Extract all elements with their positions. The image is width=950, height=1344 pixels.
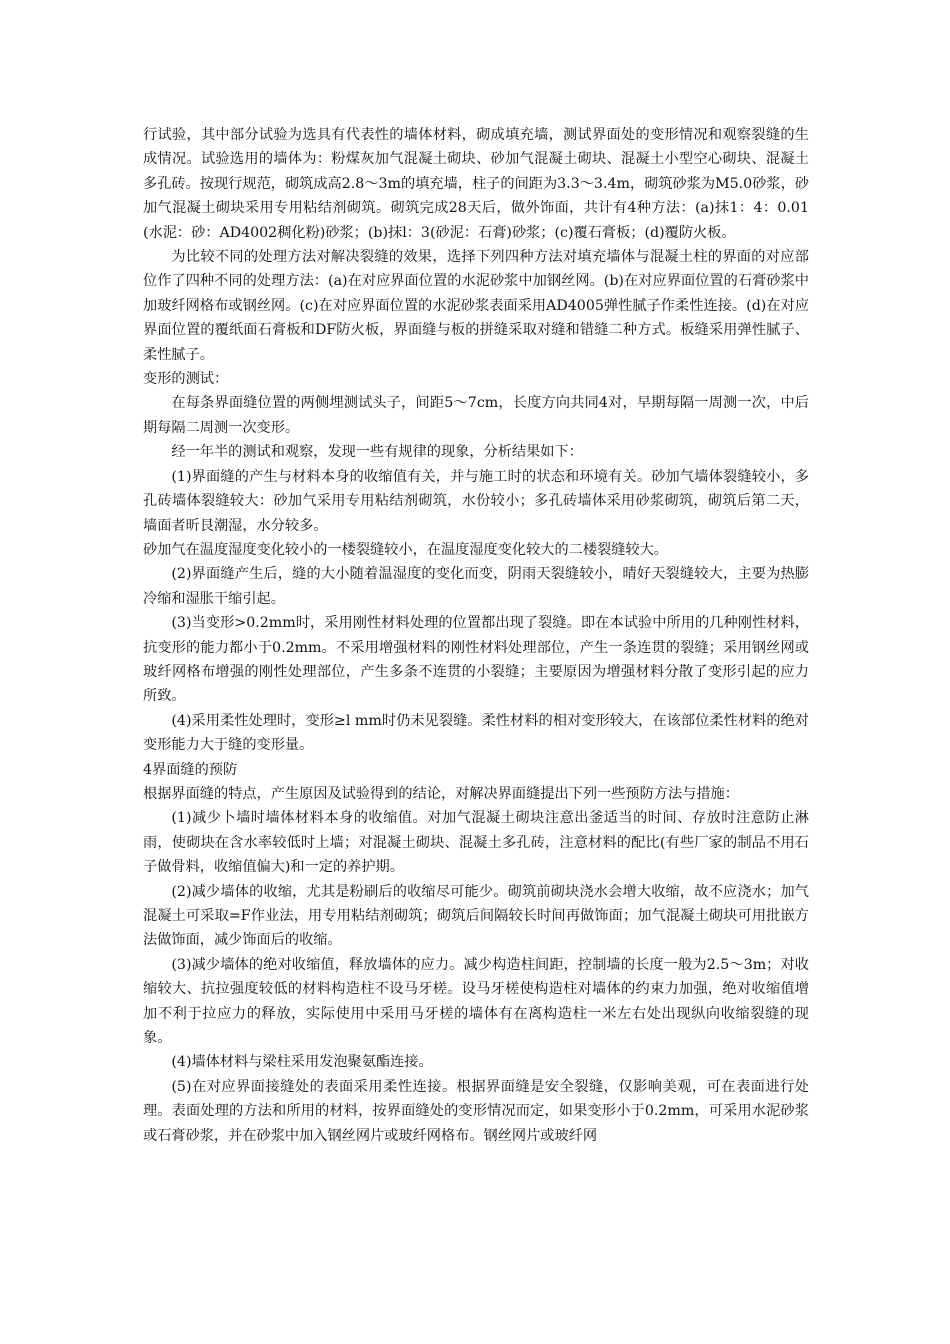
paragraph-result-3: (3)当变形>0.2mm时，采用刚性材料处理的位置都出现了裂缝。即在本试验中所用的几种刚性材料，抗变形的能力都小于0.2mm。不采用增强材料的刚性材料处理部位，产生一条连贯的裂缝；采用钢丝网或玻纤网格布增强的刚性处理部位，产生多条不连贯的小裂缝；主要原因为增强材料分散了变形引起的应力所致。 bbox=[143, 615, 809, 705]
paragraph-results-intro: 经一年半的测试和观察，发现一些有规律的现象，分析结果如下： bbox=[171, 444, 583, 461]
paragraph-result-2: (2)界面缝产生后，缝的大小随着温湿度的变化而变，阴雨天裂缝较小，晴好天裂缝较大，主要为热膨冷缩和湿胀干缩引起。 bbox=[143, 566, 809, 607]
paragraph-prevention-2: (2)减少墙体的收缩，尤其是粉刷后的收缩尽可能少。砌筑前砌块浇水会增大收缩，故不应浇水；加气混凝土可采取=F作业法，用专用粘结剂砌筑；砌筑后间隔较长时间再做饰面；加气混凝土砌块可用批嵌方法做饰面，减少饰面后的收缩。 bbox=[143, 883, 809, 949]
paragraph-prevention-5: (5)在对应界面接缝处的表面采用柔性连接。根据界面缝是安全裂缝，仅影响美观，可在表面进行处理。表面处理的方法和所用的材料，按界面缝处的变形情况而定，如果变形小于0.2mm，可采用水泥砂浆或石膏砂浆，并在砂浆中加入钢丝网片或玻纤网格布。钢丝网片或玻纤网 bbox=[143, 1078, 809, 1144]
paragraph-prevention-1: (1)减少卜墙时墙体材料本身的收缩值。对加气混凝土砌块注意出釜适当的时间、存放时注意防止淋雨，使砌块在含水率较低时上墙；对混凝土砌块、混凝土多孔砖，注意材料的配比(有些厂家的制品不用石子做骨料，收缩值偏大)和一定的养护期。 bbox=[143, 810, 809, 876]
document-body bbox=[143, 123, 809, 1148]
heading-deformation-test: 变形的测试： bbox=[143, 371, 229, 388]
paragraph-result-4: (4)采用柔性处理时，变形≥l mm时仍未见裂缝。柔性材料的相对变形较大，在该部位柔性材料的绝对变形能力大于缝的变形量。 bbox=[143, 712, 809, 754]
paragraph-prevention-intro: 根据界面缝的特点，产生原因及试验得到的结论，对解决界面缝提出下列一些预防方法与措施： bbox=[143, 785, 739, 802]
paragraph-measurement: 在每条界面缝位置的两侧埋测试头子，间距5～7cm，长度方向共同4对，早期每隔一周测一次，中后期每隔二周测一次变形。 bbox=[143, 395, 809, 436]
paragraph-result-1: (1)界面缝的产生与材料本身的收缩值有关，并与施工时的状态和环境有关。砂加气墙体裂缝较小，多孔砖墙体裂缝较大：砂加气采用专用粘结剂砌筑，水份较小；多孔砖墙体采用砂浆砌筑，砌筑后第二天，墙面者昕艮潮湿，水分较多。 bbox=[143, 468, 809, 534]
paragraph-test-intro: 行试验，其中部分试验为选具有代表性的墙体材料，砌成填充墙，测试界面处的变形情况和观察裂缝的生成情况。试验选用的墙体为：粉煤灰加气混凝土砌块、砂加气混凝土砌块、混凝土小型空心砌块、混凝土多孔砖。按现行规范，砌筑成高2.8～3m的填充墙，柱子的间距为3.3～3.4m，砌筑砂浆为M5.0砂浆，砂加气混凝土砌块采用专用粘结剂砌筑。砌筑完成28天后，做外饰面，共计有4种方法：(a)抹1：4：0.01(水泥：砂：AD4002稠化粉)砂浆；(b)抹l：3(砂泥：石膏)砂浆；(c)覆石膏板；(d)覆防火板。 bbox=[143, 127, 809, 241]
paragraph-treatment-methods: 为比较不同的处理方法对解决裂缝的效果，选择下列四种方法对填充墙体与混凝土柱的界面的对应部位作了四种不同的处理方法：(a)在对应界面位置的水泥砂浆中加钢丝网。(b)在对应界面位置的石膏砂浆中加玻纤网格布或钢丝网。(c)在对应界面位置的水泥砂浆表面采用AD4005弹性腻子作柔性连接。(d)在对应界面位置的覆纸面石膏板和DF防火板，界面缝与板的拼缝采取对缝和错缝二种方式。板缝采用弹性腻子、柔性腻子。 bbox=[143, 249, 809, 363]
heading-prevention: 4界面缝的预防 bbox=[143, 761, 238, 778]
paragraph-prevention-3: (3)减少墙体的绝对收缩值，释放墙体的应力。减少构造柱间距，控制墙的长度一般为2.5～3m；对收缩较大、抗拉强度较低的材料构造柱不设马牙槎。设马牙槎使构造柱对墙体的约束力加强，绝对收缩值增加不利于拉应力的释放，实际使用中采用马牙槎的墙体有在离构造柱一米左右处出现纵向收缩裂缝的现象。 bbox=[143, 956, 809, 1047]
paragraph-result-1-cont: 砂加气在温度湿度变化较小的一楼裂缝较小，在温度湿度变化较大的二楼裂缝较大。 bbox=[143, 541, 668, 558]
paragraph-prevention-4: (4)墙体材料与梁柱采用发泡聚氨酯连接。 bbox=[171, 1054, 433, 1071]
